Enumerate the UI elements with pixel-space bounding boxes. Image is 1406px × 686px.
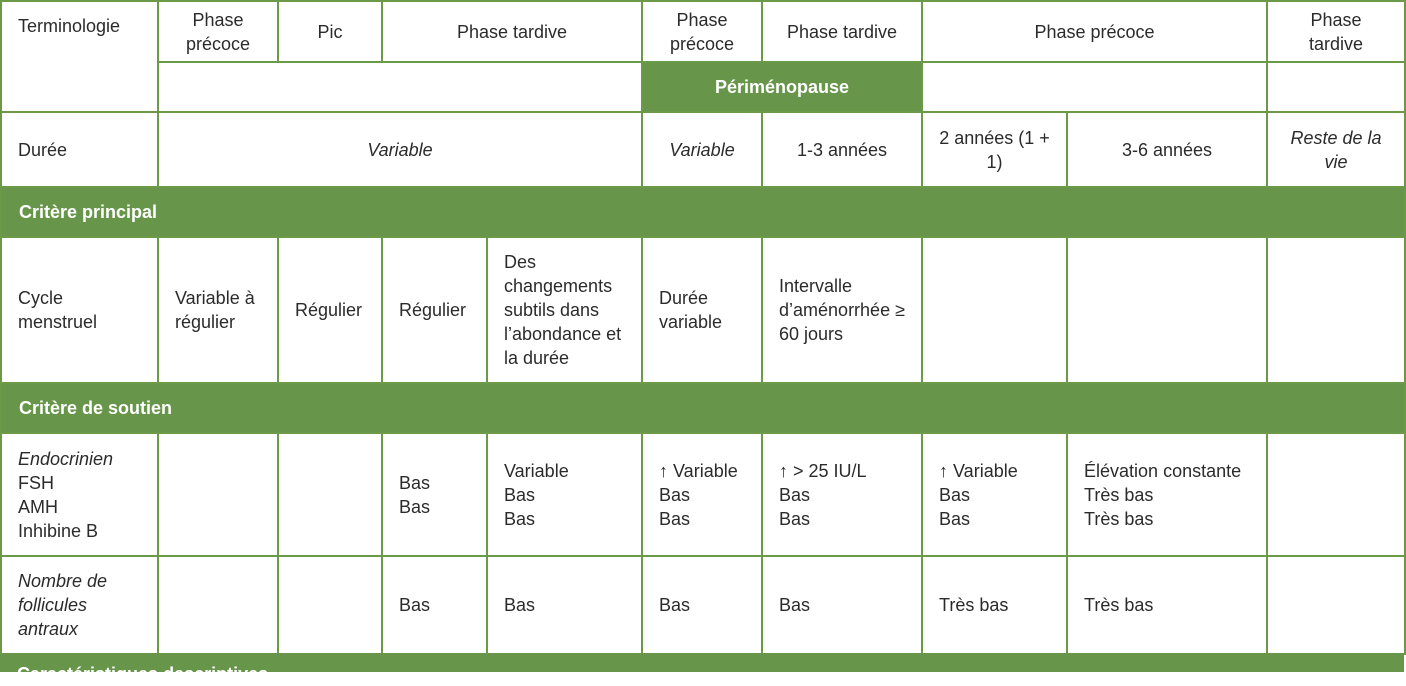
- endocrine-value: Bas: [939, 508, 971, 529]
- perimenopause-row: [1, 62, 1405, 112]
- section-row: [1, 187, 1405, 237]
- endocrine-cell: [487, 433, 642, 556]
- endocrine-value: Bas: [779, 484, 811, 505]
- follicles-cell: Bas: [642, 556, 762, 654]
- endocrine-label-cell: [1, 433, 158, 556]
- duration-cell: 2 années (1 + 1): [922, 112, 1067, 187]
- section-header-descriptive: [0, 653, 1404, 684]
- cycle-cell: [922, 237, 1067, 383]
- cycle-cell: Intervalle d’aménorrhée ≥ 60 jours: [762, 237, 922, 383]
- follicles-cell: [278, 556, 382, 654]
- cycle-label: Cycle menstruel: [1, 237, 158, 383]
- follicles-cell: Très bas: [1067, 556, 1267, 654]
- endocrine-value: Très bas: [1084, 484, 1154, 505]
- endocrine-cell: [642, 433, 762, 556]
- stage-header: Phase précoce: [922, 1, 1267, 62]
- inhibin-label: Inhibine B: [18, 520, 99, 541]
- endocrine-value: Variable: [504, 460, 569, 481]
- endocrine-cell: [382, 433, 487, 556]
- endocrine-value: Élévation constante: [1084, 460, 1242, 481]
- stage-header: Phase tardive: [382, 1, 642, 62]
- endocrine-value: Bas: [504, 484, 536, 505]
- section-header-descriptive-label: Caractéristiques descriptives: [17, 664, 269, 684]
- endocrine-value: ↑ Variable: [659, 460, 738, 481]
- endocrine-value: Très bas: [1084, 508, 1154, 529]
- follicles-cell: Bas: [762, 556, 922, 654]
- cycle-row: [1, 237, 1405, 383]
- terminology-row: [1, 1, 1405, 62]
- cycle-cell: [1067, 237, 1267, 383]
- cycle-cell: Variable à régulier: [158, 237, 278, 383]
- endocrine-cell: [1067, 433, 1267, 556]
- empty-cell: [1267, 62, 1405, 112]
- follicles-cell: [158, 556, 278, 654]
- endocrine-value: Bas: [659, 484, 691, 505]
- endocrine-value: Bas: [779, 508, 811, 529]
- empty-cell: [158, 62, 642, 112]
- follicles-cell: Bas: [487, 556, 642, 654]
- endocrine-value: Bas: [399, 496, 431, 517]
- fsh-label: FSH: [18, 472, 54, 493]
- stage-header: Pic: [278, 1, 382, 62]
- duration-cell: 1-3 années: [762, 112, 922, 187]
- section-header-main: Critère principal: [1, 187, 1405, 237]
- cycle-cell: Régulier: [382, 237, 487, 383]
- duration-cell: Reste de la vie: [1267, 112, 1405, 187]
- endocrine-cell: [278, 433, 382, 556]
- endocrine-cell: [922, 433, 1067, 556]
- endocrine-value: Bas: [504, 508, 536, 529]
- section-row: [1, 383, 1405, 433]
- endocrine-cell: [1267, 433, 1405, 556]
- follicles-cell: Très bas: [922, 556, 1067, 654]
- follicles-cell: Bas: [382, 556, 487, 654]
- endocrine-row: [1, 433, 1405, 556]
- empty-cell: [922, 62, 1267, 112]
- stage-header: Phase précoce: [158, 1, 278, 62]
- cycle-cell: [1267, 237, 1405, 383]
- endocrine-value: Bas: [939, 484, 971, 505]
- duration-cell: Variable: [158, 112, 642, 187]
- stage-header: Phase tardive: [762, 1, 922, 62]
- cycle-cell: Régulier: [278, 237, 382, 383]
- follicles-cell: [1267, 556, 1405, 654]
- amh-label: AMH: [18, 496, 58, 517]
- endocrine-value: ↑ > 25 IU/L: [779, 460, 867, 481]
- endocrine-value: ↑ Variable: [939, 460, 1018, 481]
- endocrine-value: Bas: [399, 472, 431, 493]
- stage-header: Phase précoce: [642, 1, 762, 62]
- cycle-cell: Des changements subtils dans l’abondance et la durée: [487, 237, 642, 383]
- endocrine-cell: [762, 433, 922, 556]
- cycle-cell: Durée variable: [642, 237, 762, 383]
- duration-label: Durée: [1, 112, 158, 187]
- duration-cell: 3-6 années: [1067, 112, 1267, 187]
- duration-row: [1, 112, 1405, 187]
- endocrine-value: Bas: [659, 508, 691, 529]
- section-header-support: Critère de soutien: [1, 383, 1405, 433]
- perimenopause-band: Périménopause: [642, 62, 922, 112]
- endocrine-label: Endocrinien: [18, 448, 114, 469]
- follicles-row: [1, 556, 1405, 654]
- follicles-label: Nombre de follicules antraux: [1, 556, 158, 654]
- stage-header: Phase tardive: [1267, 1, 1405, 62]
- endocrine-cell: [158, 433, 278, 556]
- terminology-label: Terminologie: [1, 1, 158, 112]
- duration-cell: Variable: [642, 112, 762, 187]
